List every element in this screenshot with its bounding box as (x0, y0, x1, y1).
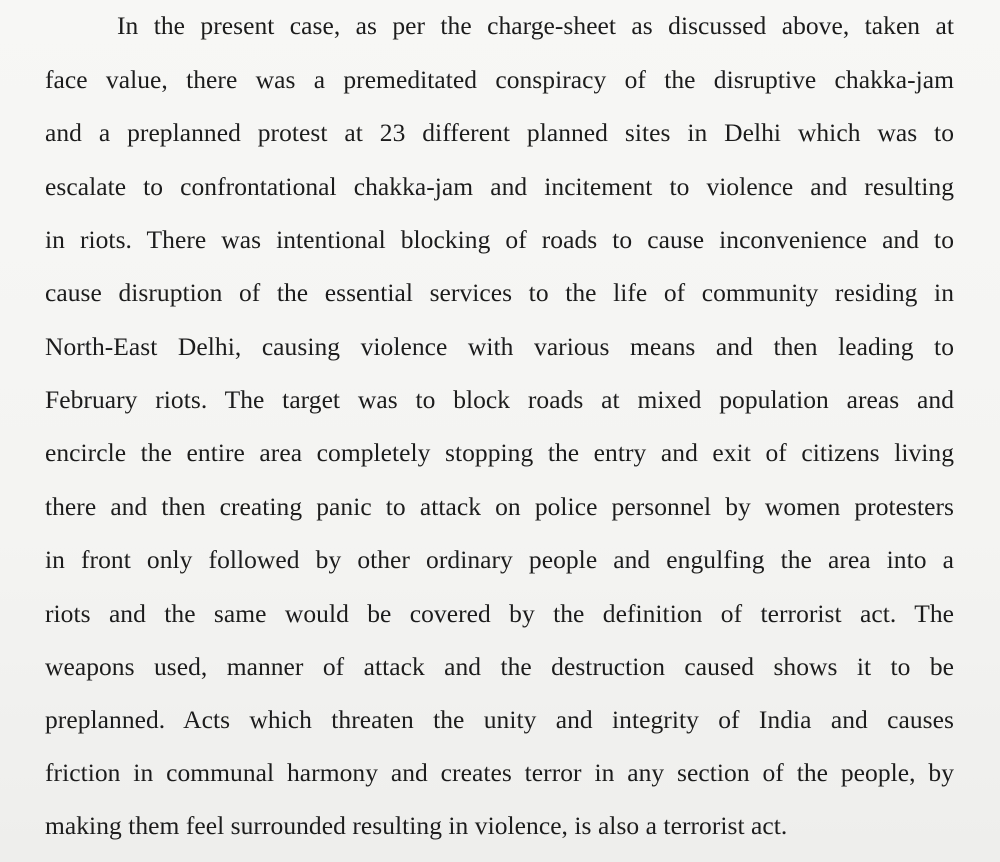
paragraph-line-16: making them feel surrounded resulting in violence, is also a terrorist act. (45, 811, 788, 840)
paragraph-line-4: escalate to confrontational chakka-jam and incitement to violence and resulting (45, 172, 954, 201)
paragraph-line-7: North-East Delhi, causing violence with various means and then leading to (45, 332, 954, 361)
paragraph-line-3: and a preplanned protest at 23 different planned sites in Delhi which was to (45, 118, 954, 147)
paragraph-line-10: there and then creating panic to attack on police personnel by women protesters (45, 492, 954, 521)
paragraph-line-2: face value, there was a premeditated conspiracy of the disruptive chakka-jam (45, 65, 954, 94)
paragraph-line-8: February riots. The target was to block roads at mixed population areas and (45, 385, 954, 414)
paragraph-line-14: preplanned. Acts which threaten the unity and integrity of India and causes (45, 705, 954, 734)
paragraph-line-9: encircle the entire area completely stopping the entry and exit of citizens living (45, 438, 954, 467)
paragraph-line-5: in riots. There was intentional blocking of roads to cause inconvenience and to (45, 225, 954, 254)
paragraph-line-6: cause disruption of the essential services to the life of community residing in (45, 278, 954, 307)
paragraph-line-13: weapons used, manner of attack and the destruction caused shows it to be (45, 652, 954, 681)
paragraph-line-1: In the present case, as per the charge-sheet as discussed above, taken at (117, 11, 954, 40)
paragraph-line-12: riots and the same would be covered by the definition of terrorist act. The (45, 599, 954, 628)
paragraph-line-15: friction in communal harmony and creates terror in any section of the people, by (45, 758, 954, 787)
paragraph-line-11: in front only followed by other ordinary people and engulfing the area into a (45, 545, 954, 574)
